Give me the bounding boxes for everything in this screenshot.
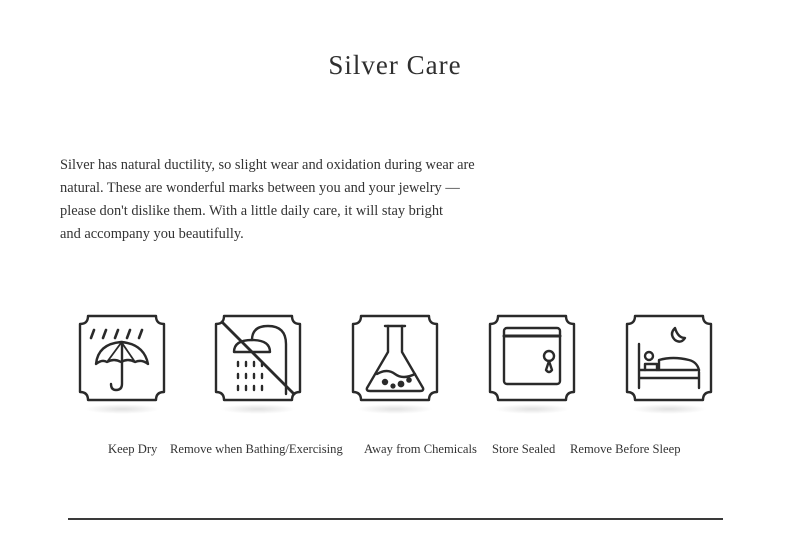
intro-line: and accompany you beautifully.	[60, 226, 244, 242]
no-shower-icon	[212, 312, 304, 404]
chemical-flask-icon	[349, 312, 441, 404]
intro-paragraph	[60, 154, 520, 246]
care-item-store-sealed	[486, 312, 578, 404]
icon-shadow	[84, 404, 160, 414]
label-away-chemicals: Away from Chemicals	[364, 442, 477, 456]
care-item-chemicals	[349, 312, 441, 404]
icon-shadow	[631, 404, 707, 414]
label-store-sealed: Store Sealed	[492, 442, 556, 456]
label-keep-dry: Keep Dry	[108, 442, 158, 456]
bed-sleep-icon	[623, 312, 715, 404]
sealed-bag-icon	[486, 312, 578, 404]
label-remove-bathing: Remove when Bathing/Exercising	[170, 442, 343, 456]
bottom-divider	[68, 518, 723, 520]
page-title: Silver Care	[328, 50, 462, 80]
care-item-before-sleep	[623, 312, 715, 404]
icon-shadow	[357, 404, 433, 414]
intro-line: Silver has natural ductility, so slight wear and oxidation during wear are	[60, 157, 475, 173]
umbrella-rain-icon	[76, 312, 168, 404]
care-item-no-bathing	[212, 312, 304, 404]
icon-shadow	[220, 404, 296, 414]
label-remove-sleep: Remove Before Sleep	[570, 442, 681, 456]
intro-line: please don't dislike them. With a little daily care, it will stay bright	[60, 203, 444, 219]
icon-shadow	[494, 404, 570, 414]
care-item-keep-dry	[76, 312, 168, 404]
intro-line: natural. These are wonderful marks between you and your jewelry —	[60, 180, 460, 196]
